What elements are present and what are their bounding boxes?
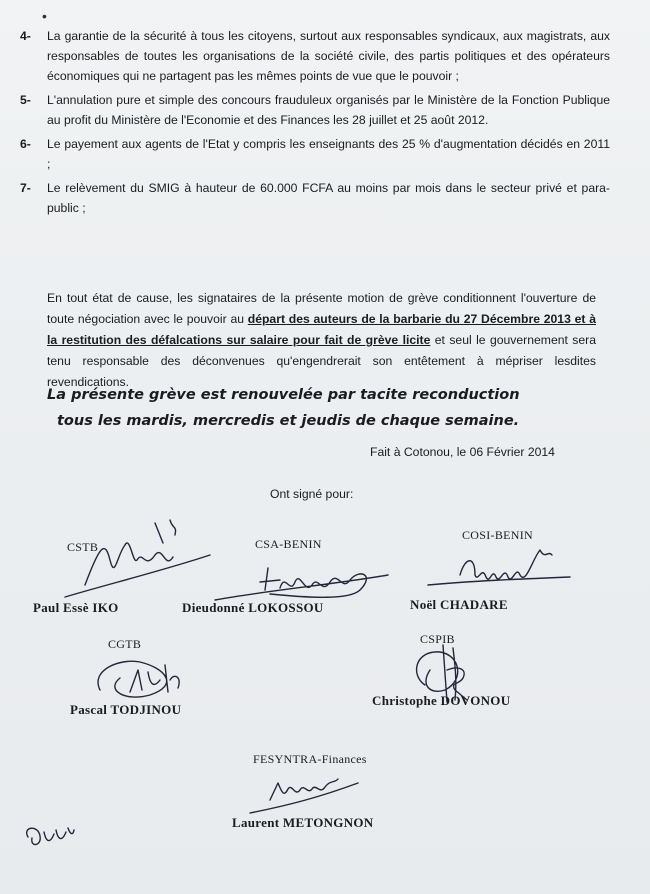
org-label: FESYNTRA-Finances	[253, 752, 367, 766]
signature-fesyntra	[240, 775, 360, 815]
org-label: CGTB	[108, 637, 142, 651]
signatory-name: Noël CHADARE	[410, 597, 508, 612]
item-text: L'annulation pure et simple des concours frauduleux organisés par le Ministère de la Fonction Publique au profit du Ministère de l'Economie et des Finances les 28 juillet et 25 août 2012.	[47, 93, 610, 127]
signatory-name: Christophe DOVONOU	[372, 693, 511, 708]
signatory-name: Paul Essè IKO	[33, 600, 119, 615]
org-label: COSI-BENIN	[462, 528, 533, 542]
list-item	[20, 178, 610, 218]
item-number: 5-	[20, 93, 31, 107]
renewal-line-1: La présente grève est renouvelée par tacite reconduction	[47, 387, 520, 403]
item-text: La garantie de la sécurité à tous les citoyens, surtout aux responsables syndicaux, aux magistrats, aux responsables de toutes les organisations de la société civile, des partis politiques et des opérateurs économiques qui ne partagent pas les mêmes points de vue que le pouvoir ;	[47, 29, 610, 83]
org-label: CSTB	[67, 540, 99, 554]
item-text: Le payement aux agents de l'Etat y compris les enseignants des 25 % d'augmentation décidés en 2011 ;	[47, 137, 610, 171]
list-item	[20, 26, 610, 86]
para-underlined: départ des auteurs de la barbarie du 27 Décembre 2013 et à la restitution des défalcations sur salaire pour fait de grève licite	[47, 312, 596, 347]
org-label: CSPIB	[420, 632, 455, 646]
org-label: CSA-BENIN	[255, 537, 322, 551]
conditions-paragraph	[47, 288, 596, 393]
signed-for-label: Ont signé pour:	[270, 487, 354, 501]
item-number: 6-	[20, 137, 31, 151]
signatory-name: Pascal TODJINOU	[70, 702, 182, 717]
signature-cosi	[420, 545, 580, 595]
para-part-2: et seul le gouvernement sera tenu responsable des déconvenues qu'engendrerait son entêtement à mépriser lesdites revendications.	[47, 333, 596, 389]
initials-mark	[18, 822, 78, 852]
item-number: 7-	[20, 181, 31, 195]
item-text: Le relèvement du SMIG à hauteur de 60.000 FCFA au moins par mois dans le secteur privé et para-public ;	[47, 181, 610, 215]
signatory-name: Laurent METONGNON	[232, 815, 374, 830]
demands-list	[20, 26, 610, 222]
item-number: 4-	[20, 29, 31, 43]
top-bullet: •	[42, 8, 47, 24]
signature-cstb	[45, 515, 215, 605]
list-item	[20, 134, 610, 174]
para-part-1: En tout état de cause, les signataires de la présente motion de grève conditionnent l'ouverture de toute négociation avec le pouvoir au	[47, 291, 596, 326]
list-item	[20, 90, 610, 130]
signature-cgtb	[70, 650, 200, 705]
renewal-line-2: tous les mardis, mercredis et jeudis de chaque semaine.	[57, 413, 520, 429]
signatory-name: Dieudonné LOKOSSOU	[182, 600, 324, 615]
date-line: Fait à Cotonou, le 06 Février 2014	[370, 445, 555, 459]
